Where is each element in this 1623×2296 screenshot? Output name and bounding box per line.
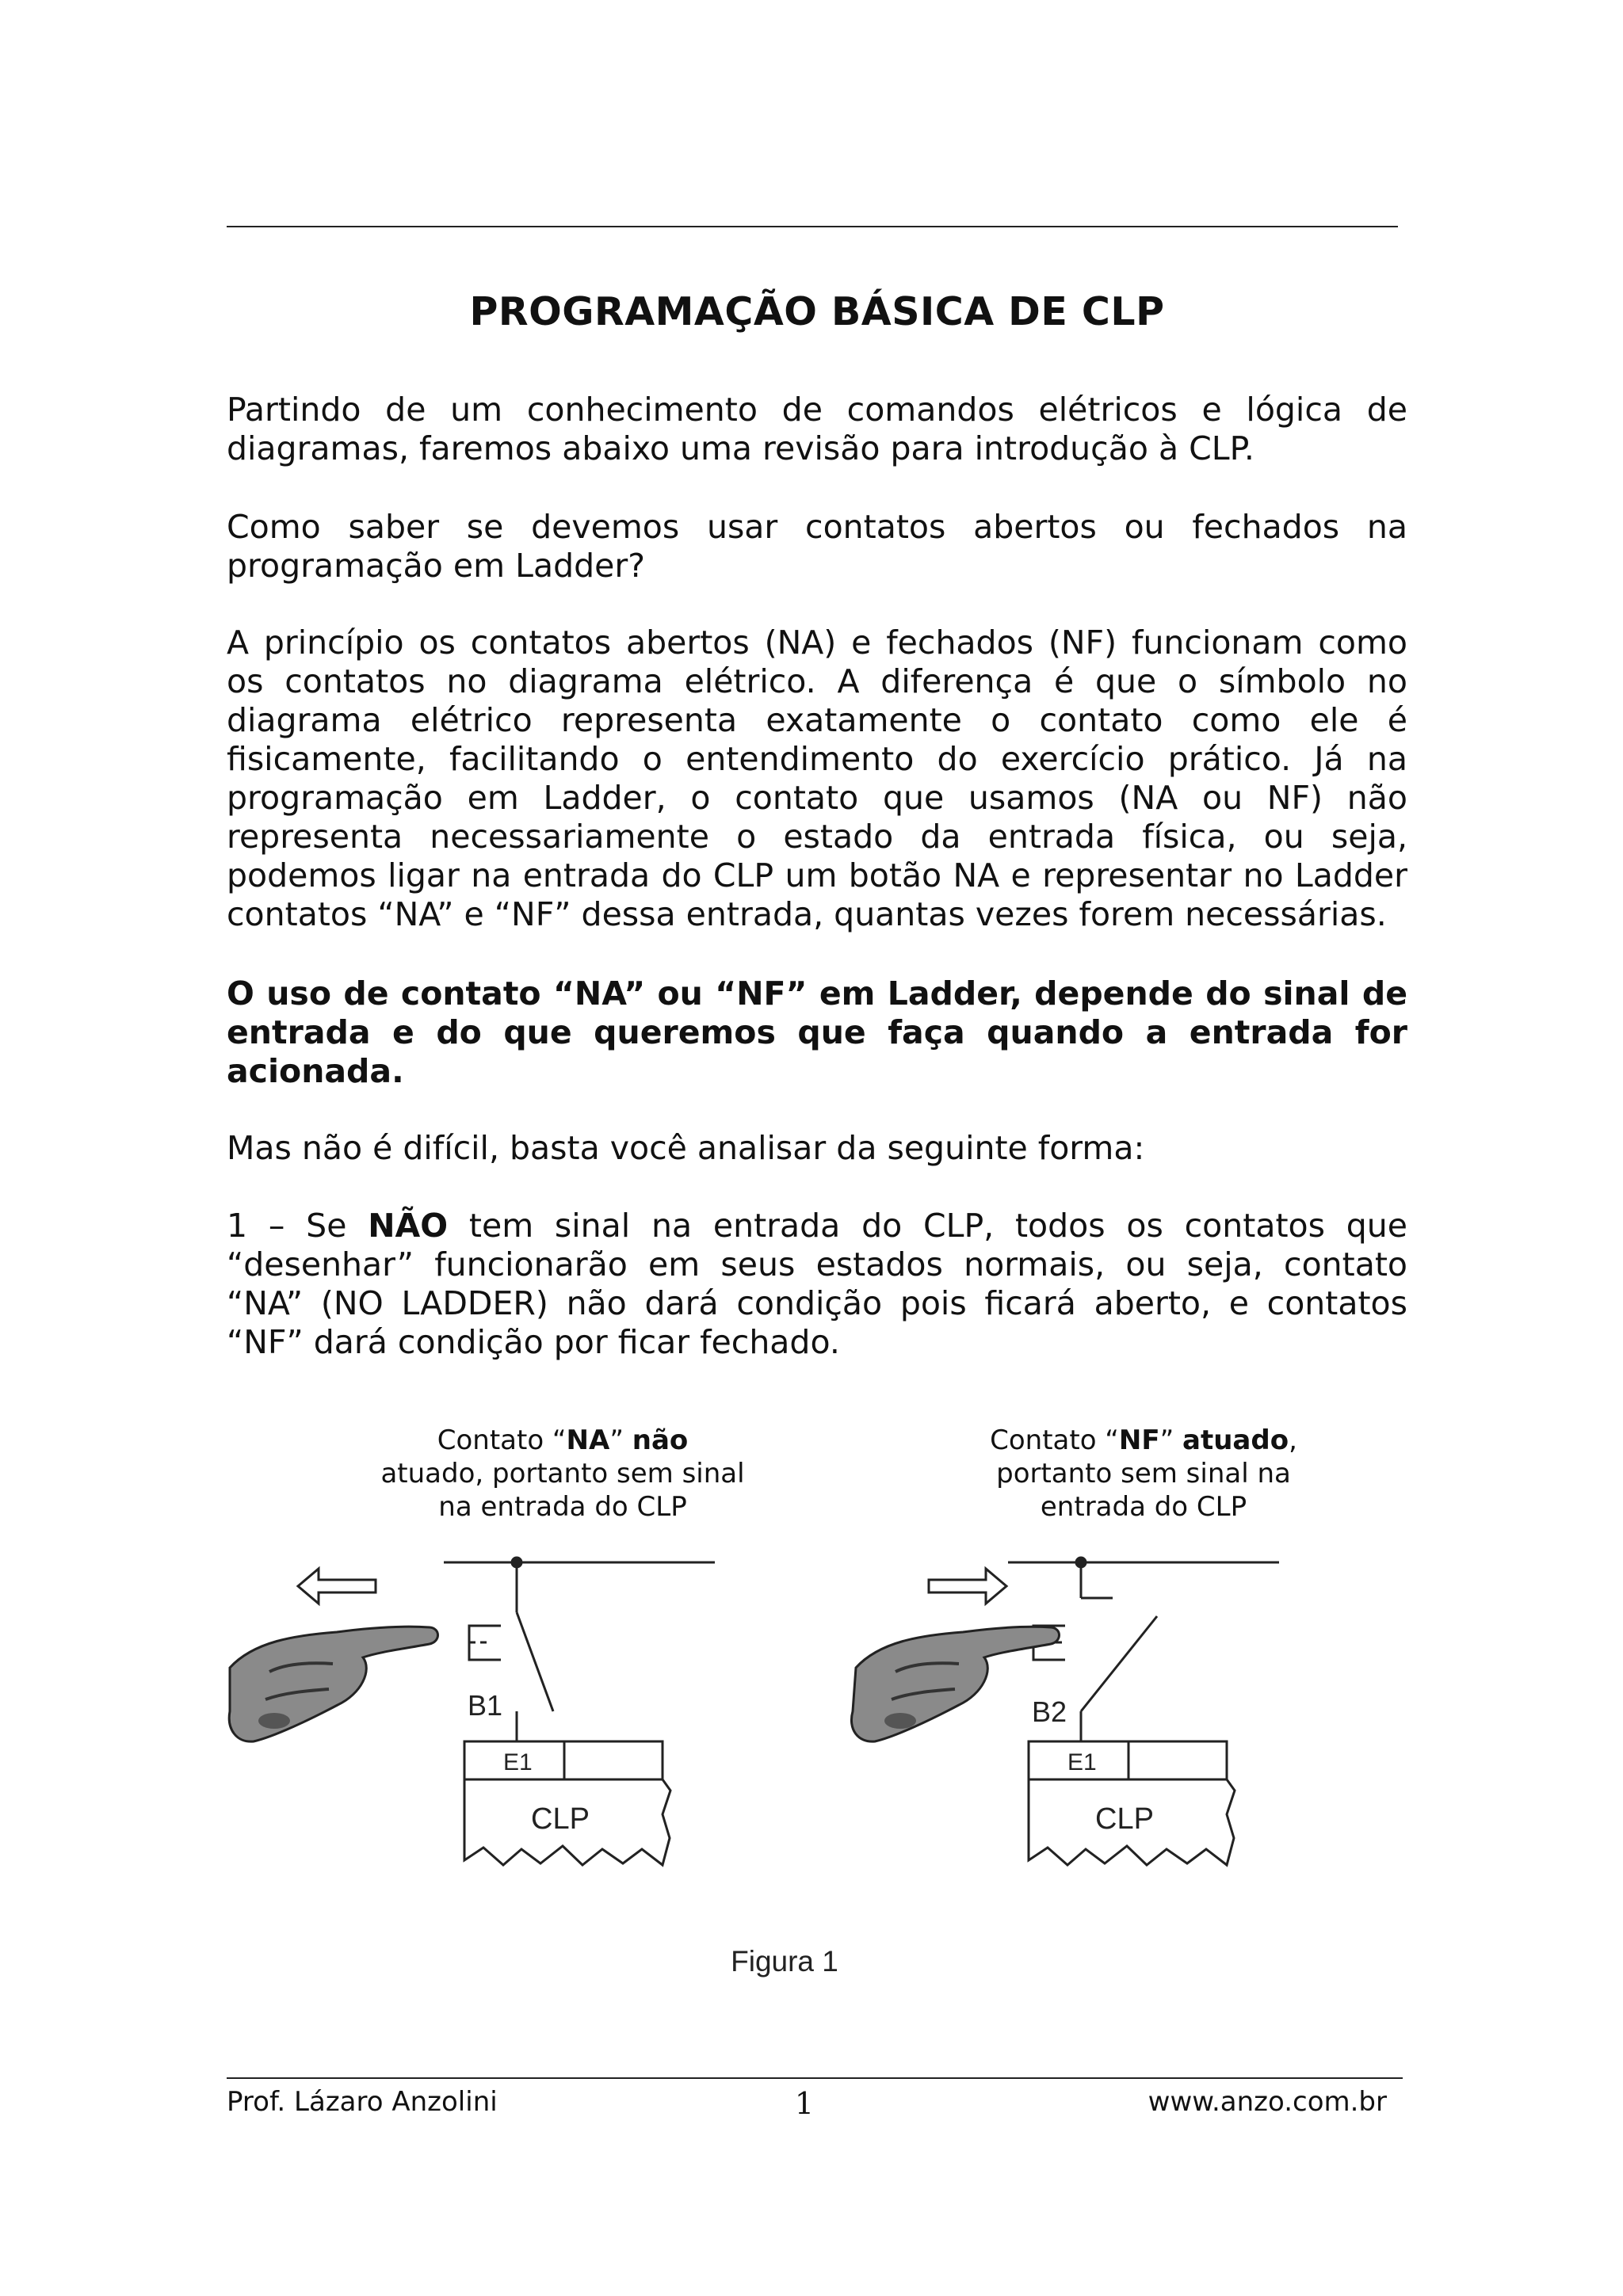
- right-pointing-hand-icon: [851, 1627, 1059, 1741]
- paragraph-rule-1: [227, 1207, 1407, 1362]
- left-plc-label: CLP: [531, 1802, 590, 1836]
- paragraph-key-rule: O uso de contato “NA” ou “NF” em Ladder, depende do sinal de entrada e do que queremos que faça quando a entrada for acionada.: [227, 974, 1407, 1090]
- footer-website: www.anzo.com.br: [1148, 2086, 1387, 2118]
- page-title: PROGRAMAÇÃO BÁSICA DE CLP: [469, 289, 1165, 334]
- rule-1-emphasis: NÃO: [368, 1207, 449, 1245]
- right-input-label: E1: [1067, 1749, 1097, 1775]
- caption-right-bold-1: NF: [1118, 1425, 1160, 1456]
- paragraph-question: Como saber se devemos usar contatos abertos ou fechados na programação em Ladder?: [227, 508, 1407, 585]
- left-input-label: E1: [503, 1749, 533, 1775]
- caption-right-rest: portanto sem sinal na entrada do CLP: [996, 1458, 1291, 1523]
- rule-1-text: tem sinal na entrada do CLP, todos os contatos que “desenhar” funcionarão em seus estados normais, ou seja, contato “NA” (NO LADDER) não dará condição pois ficará aberto, e contatos “NF” dará condição por ficar fechado.: [227, 1207, 1407, 1361]
- figure-label: Figura 1: [731, 1945, 838, 1978]
- caption-left-bold-2: não: [632, 1425, 689, 1456]
- rule-1-prefix: 1 – Se: [227, 1207, 369, 1245]
- caption-right-text-2: ”: [1159, 1425, 1183, 1456]
- right-plc-label: CLP: [1095, 1802, 1154, 1836]
- footer-divider: [227, 2077, 1403, 2079]
- paragraph-method: Mas não é difícil, basta você analisar da seguinte forma:: [227, 1129, 1145, 1167]
- footer-author: Prof. Lázaro Anzolini: [227, 2086, 498, 2118]
- caption-right-text-3: ,: [1289, 1425, 1297, 1456]
- left-pointing-hand-icon: [229, 1627, 437, 1741]
- caption-right-text-1: Contato “: [990, 1425, 1119, 1456]
- figure-1-diagram: [222, 1553, 1347, 1886]
- left-button-label: B1: [468, 1689, 503, 1722]
- left-arrow-icon: [298, 1569, 376, 1604]
- caption-right-bold-2: atuado: [1182, 1425, 1289, 1456]
- figure-caption-right: [957, 1424, 1330, 1524]
- caption-left-text-2: ”: [609, 1425, 632, 1456]
- header-divider: [227, 226, 1398, 227]
- caption-left-rest: atuado, portanto sem sinal na entrada do CLP: [380, 1458, 745, 1523]
- right-switch-blade: [1081, 1616, 1157, 1711]
- right-button-label: B2: [1032, 1695, 1067, 1728]
- paragraph-principle: A princípio os contatos abertos (NA) e fechados (NF) funcionam como os contatos no diagrama elétrico. A diferença é que o símbolo no diagrama elétrico representa exatamente o contato como ele é fisicamente, facilitando o entendimento do exercício prático. Já na programação em Ladder, o contato que usamos (NA ou NF) não representa necessariamente o estado da entrada física, ou seja, podemos ligar na entrada do CLP um botão NA e representar no Ladder contatos “NA” e “NF” dessa entrada, quantas vezes forem necessárias.: [227, 624, 1407, 933]
- figure-caption-left: [380, 1424, 745, 1524]
- paragraph-intro: Partindo de um conhecimento de comandos elétricos e lógica de diagramas, faremos abaixo uma revisão para introdução à CLP.: [227, 391, 1407, 467]
- left-switch-blade: [517, 1612, 553, 1711]
- right-arrow-icon: [929, 1569, 1006, 1604]
- caption-left-bold-1: NA: [566, 1425, 610, 1456]
- footer-page-number: 1: [794, 2086, 815, 2121]
- caption-left-text-1: Contato “: [437, 1425, 567, 1456]
